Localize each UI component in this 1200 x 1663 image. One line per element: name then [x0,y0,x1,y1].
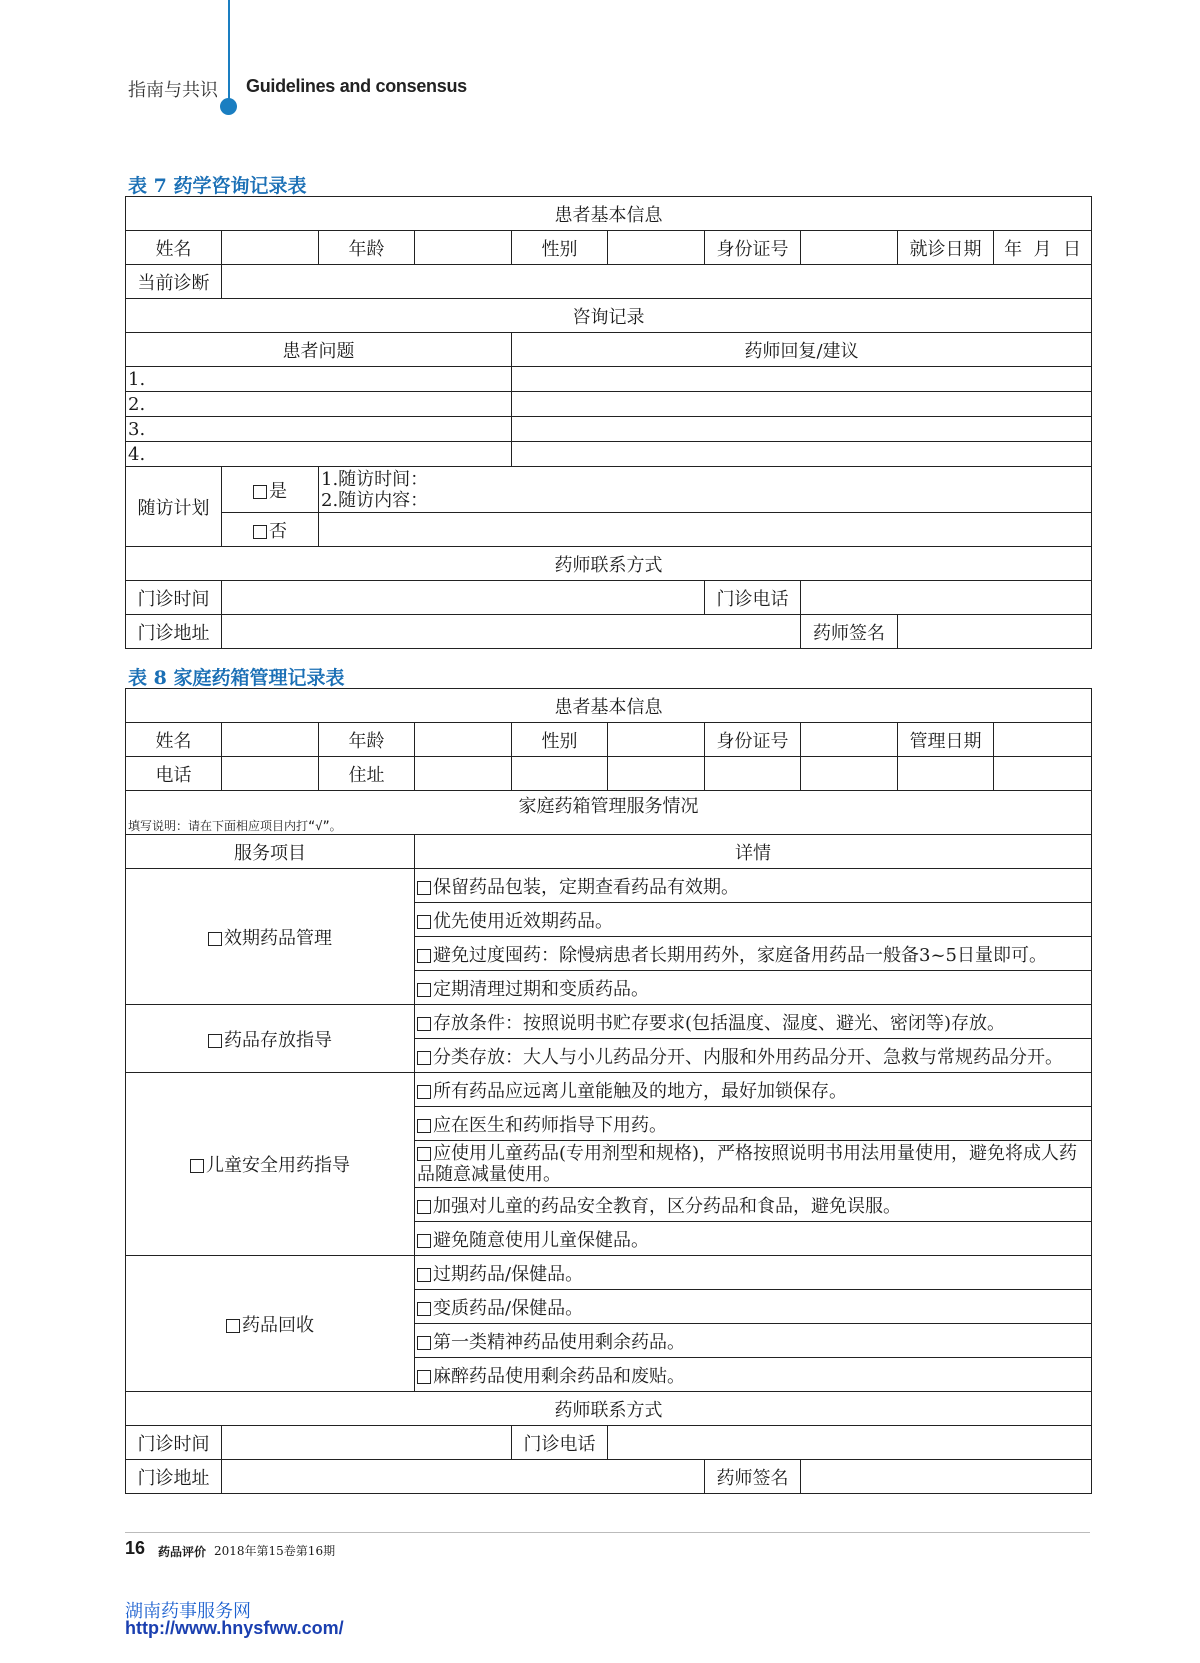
detail-text: 所有药品应远离儿童能触及的地方，最好加锁保存。 [433,1080,847,1102]
address-field[interactable] [415,757,512,791]
contact-heading: 药师联系方式 [126,1392,1092,1426]
detail-text: 优先使用近效期药品。 [433,910,613,932]
detail-item[interactable] [415,1107,1092,1141]
detail-text: 应在医生和药师指导下用药。 [433,1114,667,1136]
signature-field[interactable] [898,615,1092,649]
detail-item[interactable] [415,1256,1092,1290]
header-dot [220,98,237,115]
checkbox-icon[interactable] [226,1319,240,1333]
group-label: 效期药品管理 [224,927,332,949]
clinic-address-label: 门诊地址 [126,615,222,649]
patient-info-heading: 患者基本信息 [126,197,1092,231]
question-heading: 患者问题 [126,333,512,367]
contact-heading: 药师联系方式 [126,547,1092,581]
detail-item[interactable] [415,971,1092,1005]
followup-label: 随访计划 [126,467,222,547]
checkbox-icon[interactable] [417,1085,431,1099]
checkbox-icon[interactable] [417,1147,431,1161]
clinic-phone-label: 门诊电话 [705,581,801,615]
age-label: 年龄 [319,231,415,265]
extra-field-3[interactable] [705,757,801,791]
group-label: 药品存放指导 [224,1029,332,1051]
clinic-address-field[interactable] [222,1460,705,1494]
group-expiry-management[interactable] [126,869,415,1005]
table8-caption: 表 8 家庭药箱管理记录表 [128,667,345,689]
detail-text: 第一类精神药品使用剩余药品。 [433,1331,685,1353]
clinic-phone-field[interactable] [608,1426,1092,1460]
question-row-4[interactable]: 4. [126,442,512,467]
checkbox-icon[interactable] [417,1200,431,1214]
detail-text: 应使用儿童药品(专用剂型和规格)，严格按照说明书用法用量使用，避免将成人药品随意减量使用。 [417,1143,1078,1185]
journal-name: 药品评价 [158,1545,207,1559]
followup-no-field[interactable] [319,513,1092,547]
detail-text: 过期药品/保健品。 [433,1263,584,1285]
detail-item[interactable] [415,903,1092,937]
checkbox-icon[interactable] [190,1159,204,1173]
age-field[interactable] [415,723,512,757]
detail-item[interactable] [415,1039,1092,1073]
name-label: 姓名 [126,231,222,265]
clinic-time-label: 门诊时间 [126,581,222,615]
checkbox-icon[interactable] [417,949,431,963]
age-label: 年龄 [319,723,415,757]
followup-yes-option[interactable] [222,467,319,513]
checkbox-icon[interactable] [417,983,431,997]
detail-text: 分类存放：大人与小儿药品分开、内服和外用药品分开、急救与常规药品分开。 [433,1046,1063,1068]
id-number-field[interactable] [801,723,898,757]
extra-field-4[interactable] [801,757,898,791]
extra-field-2[interactable] [608,757,705,791]
manage-date-label: 管理日期 [898,723,994,757]
clinic-phone-field[interactable] [801,581,1092,615]
detail-text: 麻醉药品使用剩余药品和废贴。 [433,1365,685,1387]
gender-label: 性别 [512,723,608,757]
detail-item[interactable] [415,1358,1092,1392]
reply-row-1[interactable] [512,367,1092,392]
manage-date-field[interactable] [994,723,1092,757]
group-child-safety[interactable] [126,1073,415,1256]
checkbox-icon[interactable] [417,915,431,929]
followup-no-label: 否 [269,520,287,542]
detail-text: 定期清理过期和变质药品。 [433,978,649,1000]
detail-text: 避免随意使用儿童保健品。 [433,1229,649,1251]
detail-text: 变质药品/保健品。 [433,1297,584,1319]
checkbox-icon[interactable] [253,485,267,499]
checkbox-icon[interactable] [417,1119,431,1133]
detail-text: 存放条件：按照说明书贮存要求(包括温度、湿度、避光、密闭等)存放。 [433,1012,1006,1034]
clinic-time-field[interactable] [222,1426,512,1460]
detail-item[interactable] [415,1290,1092,1324]
extra-field-6[interactable] [994,757,1092,791]
checkbox-icon[interactable] [253,525,267,539]
detail-item[interactable] [415,1073,1092,1107]
section-title-en: Guidelines and consensus [246,76,467,96]
detail-item[interactable] [415,1188,1092,1222]
table7-caption: 表 7 药学咨询记录表 [128,175,307,197]
detail-text: 保留药品包装，定期查看药品有效期。 [433,876,739,898]
checkbox-icon[interactable] [417,1268,431,1282]
footer-rule [125,1532,1090,1533]
gender-field[interactable] [608,231,705,265]
group-label: 药品回收 [242,1314,314,1336]
checkbox-icon[interactable] [417,1336,431,1350]
question-row-1[interactable]: 1. [126,367,512,392]
name-field[interactable] [222,723,319,757]
detail-item[interactable] [415,1222,1092,1256]
watermark-site-name: 湖南药事服务网 [125,1601,251,1622]
id-number-field[interactable] [801,231,898,265]
header-rule [228,0,230,102]
address-label: 住址 [319,757,415,791]
clinic-address-field[interactable] [222,615,801,649]
consult-record-heading: 咨询记录 [126,299,1092,333]
gender-field[interactable] [608,723,705,757]
question-row-2[interactable]: 2. [126,392,512,417]
checkbox-icon[interactable] [208,932,222,946]
extra-field-5[interactable] [898,757,994,791]
group-recycling[interactable] [126,1256,415,1392]
checkbox-icon[interactable] [417,1370,431,1384]
detail-item[interactable] [415,1324,1092,1358]
checkbox-icon[interactable] [417,1051,431,1065]
age-field[interactable] [415,231,512,265]
reply-row-4[interactable] [512,442,1092,467]
gender-label: 性别 [512,231,608,265]
table8-home-medicine-record [125,688,1092,1494]
diagnosis-label: 当前诊断 [126,265,222,299]
detail-item[interactable] [415,937,1092,971]
followup-time-label: 1.随访时间： [321,468,429,490]
phone-field[interactable] [222,757,319,791]
diagnosis-field[interactable] [222,265,1092,299]
checkbox-icon[interactable] [417,1302,431,1316]
visit-date-label: 就诊日期 [898,231,994,265]
detail-item[interactable] [415,869,1092,903]
signature-label: 药师签名 [801,615,898,649]
reply-heading: 药师回复/建议 [512,333,1092,367]
service-title: 家庭药箱管理服务情况 [518,796,699,817]
patient-info-heading: 患者基本信息 [126,689,1092,723]
watermark-url[interactable]: http://www.hnysfww.com/ [125,1618,344,1638]
clinic-time-field[interactable] [222,581,705,615]
details-heading: 详情 [415,835,1092,869]
detail-item[interactable] [415,1141,1092,1188]
question-row-3[interactable]: 3. [126,417,512,442]
visit-date-field[interactable]: 年 月 日 [994,231,1092,265]
fill-note: 填写说明：请在下面相应项目内打“√”。 [128,819,342,833]
service-heading [126,791,1092,835]
section-title-cn: 指南与共识 [128,80,218,101]
service-item-heading: 服务项目 [126,835,415,869]
detail-text: 避免过度囤药：除慢病患者长期用药外，家庭备用药品一般备3~5日量即可。 [433,944,1047,966]
clinic-time-label: 门诊时间 [126,1426,222,1460]
table7-consult-record [125,196,1092,649]
group-storage-guidance[interactable] [126,1005,415,1073]
journal-issue: 2018年第15卷第16期 [214,1544,336,1558]
clinic-phone-label: 门诊电话 [512,1426,608,1460]
followup-detail[interactable] [319,467,1092,513]
detail-text: 加强对儿童的药品安全教育，区分药品和食品，避免误服。 [433,1195,901,1217]
extra-field-1[interactable] [512,757,608,791]
phone-label: 电话 [126,757,222,791]
page-number: 16 [125,1538,146,1558]
signature-field[interactable] [801,1460,1092,1494]
group-label: 儿童安全用药指导 [206,1155,350,1176]
checkbox-icon[interactable] [208,1034,222,1048]
checkbox-icon[interactable] [417,881,431,895]
id-number-label: 身份证号 [705,723,801,757]
name-field[interactable] [222,231,319,265]
reply-row-2[interactable] [512,392,1092,417]
detail-item[interactable] [415,1005,1092,1039]
followup-no-option[interactable] [222,513,319,547]
signature-label: 药师签名 [705,1460,801,1494]
checkbox-icon[interactable] [417,1234,431,1248]
clinic-address-label: 门诊地址 [126,1460,222,1494]
id-number-label: 身份证号 [705,231,801,265]
followup-yes-label: 是 [269,480,287,502]
reply-row-3[interactable] [512,417,1092,442]
checkbox-icon[interactable] [417,1017,431,1031]
name-label: 姓名 [126,723,222,757]
followup-content-label: 2.随访内容： [321,489,429,511]
